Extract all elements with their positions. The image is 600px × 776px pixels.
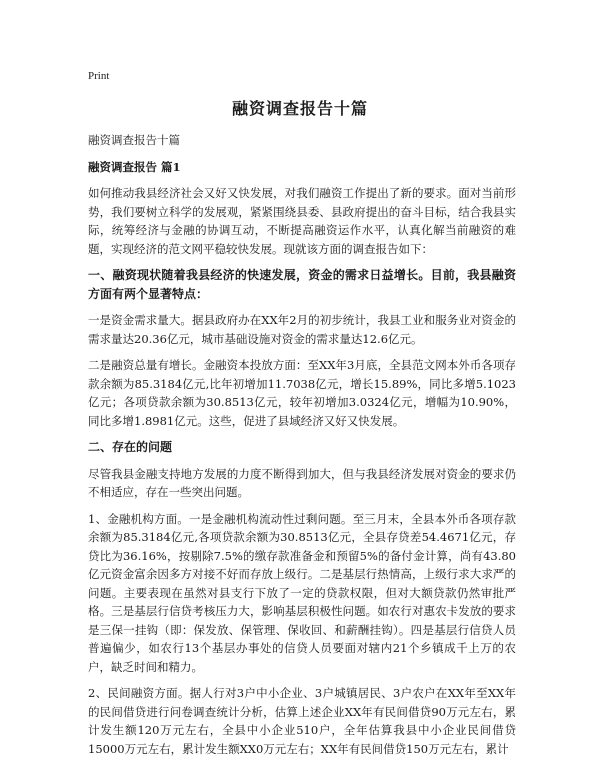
paragraph-intro: 如何推动我县经济社会又好又快发展，对我们融资工作提出了新的要求。面对当前形势，我们要树立科学的发展观，紧紧围绕县委、县政府提出的奋斗目标，结合我县实际，统筹经济与金融的协调互动，不断提高融资运作水平，认真化解当前融资的难题，实现经济的范文网平稳较快发展。现就该方面的调查报告如下： — [88, 186, 516, 256]
paragraph-financial-institutions: 1、金融机构方面。一是金融机构流动性过剩问题。至三月末，全县本外币各项存款余额为85.3184亿元,各项贷款余额为30.8513亿元，全县存贷差54.4671亿元，存贷比为36.16%，按剔除7.5%的缴存款准备金和预留5%的备付金计算，尚有43.80亿元资金富余因多方对接不好而存放上级行。二是基层行热情高，上级行求大求严的问题。主要表现在虽然对县支行下放了一定的贷款权限，但对大额贷款仍然审批严格。三是基层行信贷考核压力大，影响基层积极性问题。如农行对惠农卡发放的要求是三保一挂钩（即：保发放、保管理、保收回、和薪酬挂钩）。四是基层行信贷人员普遍偏少，如农行13个基层办事处的信贷人员要面对辖内21个乡镇成千上万的农户，缺乏时间和精力。 — [88, 511, 516, 674]
page-title: 融资调查报告十篇 — [231, 99, 368, 118]
section-heading: 融资调查报告 篇1 — [88, 159, 181, 174]
paragraph-demand: 一是资金需求量大。据县政府办在XX年2月的初步统计，我县工业和服务业对资金的需求量达20.36亿元，城市基础设施对资金的需求量达12.6亿元。 — [88, 313, 516, 346]
paragraph-growth: 二是融资总量有增长。金融资本投放方面：至XX年3月底，全县范文网本外币各项存款余额为85.3184亿元,比年初增加11.7038亿元，增长15.89%，同比多增5.1023亿元；各项贷款余额为30.8513亿元，较年初增加3.0324亿元，增幅为10.90%，同比多增1.8981亿元。这些，促进了县域经济又好又快发展。 — [88, 358, 516, 428]
heading-problems: 二、存在的问题 — [88, 440, 173, 454]
paragraph-private-finance: 2、民间融资方面。据人行对3户中小企业、3户城镇居民、3户农户在XX年至XX年的民间借贷进行问卷调查统计分析，估算上述企业XX年有民间借贷90万元左右，累计发生额120万元左右，全县中小企业510户，全年估算我县中小企业民间借贷15000万元左右，累计发生额XX0万元左右；XX年有民间借贷150万元左右，累计 — [88, 686, 516, 756]
paragraph-problems-intro: 尽管我县金融支持地方发展的力度不断得到加大，但与我县经济发展对资金的要求仍不相适应，存在一些突出问题。 — [88, 466, 516, 499]
print-label: Print — [88, 70, 110, 82]
document-body — [88, 131, 516, 766]
heading-status: 一、融资现状随着我县经济的快速发展，资金的需求日益增长。目前，我县融资方面有两个显著特点： — [88, 268, 516, 301]
doc-subtitle: 融资调查报告十篇 — [88, 133, 180, 147]
